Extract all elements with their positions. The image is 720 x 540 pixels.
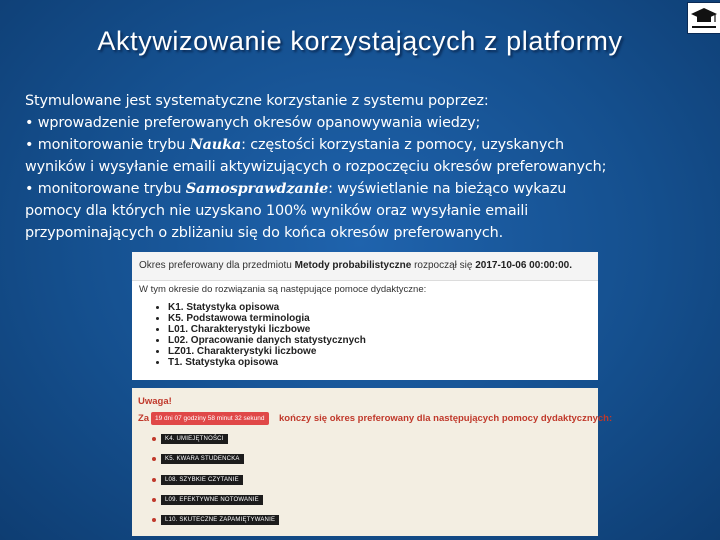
warning-panel bbox=[132, 388, 613, 536]
list-item[interactable]: • K5. Podstawowa terminologia bbox=[168, 313, 366, 324]
text-run: • monitorowanie trybu bbox=[25, 137, 190, 153]
warning-label: Uwaga! bbox=[138, 396, 172, 407]
aid-badge[interactable]: L10. SKUTECZNE ZAPAMIĘTYWANIE bbox=[161, 515, 279, 525]
list-item[interactable]: • LZ01. Charakterystyki liczbowe bbox=[168, 346, 366, 357]
panel-intro: W tym okresie do rozwiązania są następujące pomoce dydaktyczne: bbox=[139, 284, 427, 295]
body-line bbox=[25, 134, 705, 156]
aid-badge[interactable]: L09. EFEKTYWNE NOTOWANIE bbox=[161, 495, 263, 505]
panel-header-text bbox=[139, 260, 572, 271]
warning-message: kończy się okres preferowany dla następujących pomocy dydaktycznych: bbox=[279, 413, 613, 424]
panel-header bbox=[132, 252, 598, 281]
start-date: 2017-10-06 00:00:00. bbox=[475, 260, 572, 271]
text-run: : wyświetlanie na bieżąco wykazu bbox=[328, 181, 567, 197]
preferred-period-panel bbox=[132, 252, 598, 380]
list-item[interactable]: • K1. Statystyka opisowa bbox=[168, 302, 366, 313]
slide-body bbox=[25, 90, 705, 244]
text-run: : częstości korzystania z pomocy, uzyskanych bbox=[241, 137, 564, 153]
aid-list bbox=[154, 302, 366, 368]
countdown-badge: 19 dni 07 godziny 58 minut 32 sekund bbox=[151, 412, 269, 425]
list-item[interactable]: • L02. Opracowanie danych statystycznych bbox=[168, 335, 366, 346]
body-line: przypominających o zbliżaniu się do końca okresów preferowanych. bbox=[25, 225, 503, 241]
body-line: pomocy dla których nie uzyskano 100% wyników oraz wysyłanie emaili bbox=[25, 203, 529, 219]
list-item[interactable] bbox=[152, 474, 243, 486]
bullet-icon bbox=[152, 478, 156, 482]
body-line: wyników i wysyłanie emaili aktywizujących o rozpoczęciu okresów preferowanych; bbox=[25, 159, 607, 175]
text-run: Okres preferowany dla przedmiotu bbox=[139, 260, 295, 271]
list-item[interactable] bbox=[152, 453, 244, 465]
mode-name: Samosprawdzanie bbox=[185, 180, 329, 197]
bullet-icon bbox=[152, 437, 156, 441]
subject-name: Metody probabilistyczne bbox=[294, 260, 412, 271]
list-item[interactable]: • T1. Statystyka opisowa bbox=[168, 357, 366, 368]
aid-badge[interactable]: L08. SZYBKIE CZYTANIE bbox=[161, 475, 243, 485]
list-item[interactable] bbox=[152, 494, 263, 506]
slide-title: Aktywizowanie korzystających z platformy bbox=[97, 26, 623, 56]
list-item[interactable] bbox=[152, 433, 228, 445]
body-line: Stymulowane jest systematyczne korzystanie z systemu poprzez: bbox=[25, 93, 489, 109]
bullet-icon bbox=[152, 457, 156, 461]
text-run: • monitorowane trybu bbox=[25, 181, 186, 197]
list-item[interactable]: • L01. Charakterystyki liczbowe bbox=[168, 324, 366, 335]
mode-name: Nauka bbox=[189, 136, 242, 153]
body-line bbox=[25, 178, 705, 200]
bullet-icon bbox=[152, 498, 156, 502]
warning-prefix: Za bbox=[138, 413, 150, 424]
body-line: • wprowadzenie preferowanych okresów opanowywania wiedzy; bbox=[25, 115, 481, 131]
aid-badge[interactable]: K4. UMIEJĘTNOŚCI bbox=[161, 434, 228, 444]
list-item[interactable] bbox=[152, 514, 279, 526]
bullet-icon bbox=[152, 518, 156, 522]
aid-badge[interactable]: K5. KWARA STUDENCKA bbox=[161, 454, 244, 464]
text-run: rozpoczął się bbox=[411, 260, 476, 271]
